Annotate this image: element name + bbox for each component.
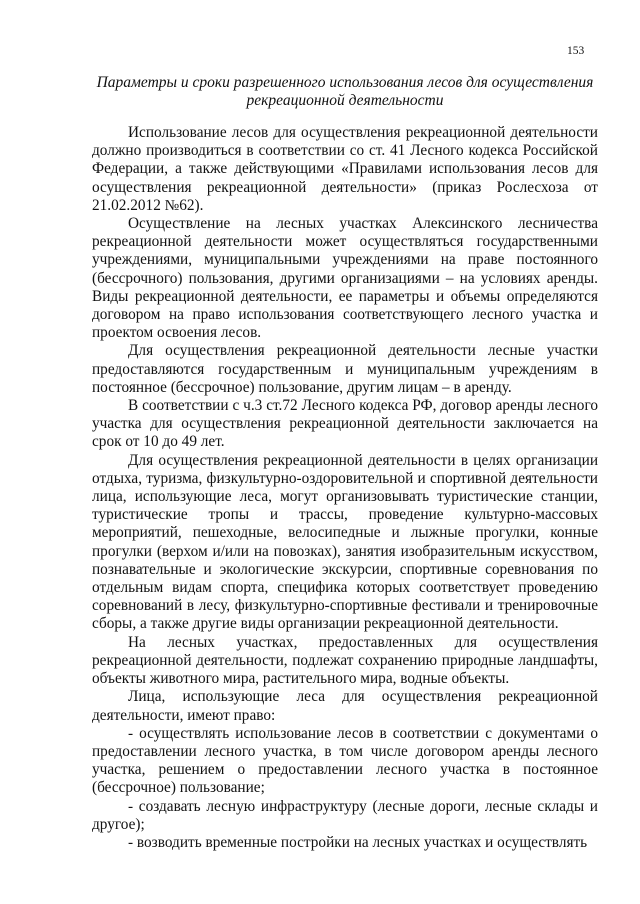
list-item-right-use: - осуществлять использование лесов в соответствии с документами о предоставлении лесного участка, в том числе договором аренды лесного участка, решением о предоставлении лесного участка в постоянное (бессрочное) пользование; <box>92 724 598 797</box>
paragraph-activities: Для осуществления рекреационной деятельности в целях организации отдыха, туризма, физкультурно-оздоровительной и спортивной деятельности лица, использующие леса, могут организовывать туристические станции, туристические тропы и трассы, проведение культурно-массовых мероприятий, пешеходные, велосипедные и лыжные прогулки, конные прогулки (верхом и/или на повозках), занятия изобразительным искусством, познавательные и экологические экскурсии, спортивные соревнования по отдельным видам спорта, специфика которых соответствует проведению соревнований в лесу, физкультурно-спортивные фестивали и тренировочные сборы, а также другие виды организации рекреационной деятельности. <box>92 451 598 633</box>
section-title: Параметры и сроки разрешенного использования лесов для осуществления рекреационной деятельности <box>96 74 594 109</box>
page-number: 153 <box>567 45 585 57</box>
paragraph-who-may-use: Осуществление на лесных участках Алексинского лесничества рекреационной деятельности может осуществляться государственными учреждениями, муниципальными учреждениями на праве постоянного (бессрочного) пользования, другими организациями – на условиях аренды. Виды рекреационной деятельности, ее параметры и объемы определяются договором на право использования соответствующего лесного участка и проектом освоения лесов. <box>92 215 598 342</box>
paragraph-preservation: На лесных участках, предоставленных для осуществления рекреационной деятельности, подлежат сохранению природные ландшафты, объекты животного мира, растительного мира, водные объекты. <box>92 633 598 688</box>
list-item-right-constructions: - возводить временные постройки на лесных участках и осуществлять <box>128 833 588 851</box>
paragraph-legal-basis: Использование лесов для осуществления рекреационной деятельности должно производиться в соответствии со ст. 41 Лесного кодекса Российской Федерации, а также действующими «Правилами использования лесов для осуществления рекреационной деятельности» (приказ Рослесхоза от 21.02.2012 №62). <box>92 124 598 214</box>
paragraph-lease-term: В соответствии с ч.3 ст.72 Лесного кодекса РФ, договор аренды лесного участка для осуществления рекреационной деятельности заключается на срок от 10 до 49 лет. <box>92 397 598 451</box>
list-item-right-infrastructure: - создавать лесную инфраструктуру (лесные дороги, лесные склады и другое); <box>92 797 598 833</box>
paragraph-rights-intro: Лица, использующие леса для осуществления рекреационной деятельности, имеют право: <box>92 688 598 724</box>
paragraph-provision: Для осуществления рекреационной деятельности лесные участки предоставляются государственным и муниципальным учреждениям в постоянное (бессрочное) пользование, другим лицам – в аренду. <box>92 342 598 396</box>
body-text <box>92 124 598 852</box>
